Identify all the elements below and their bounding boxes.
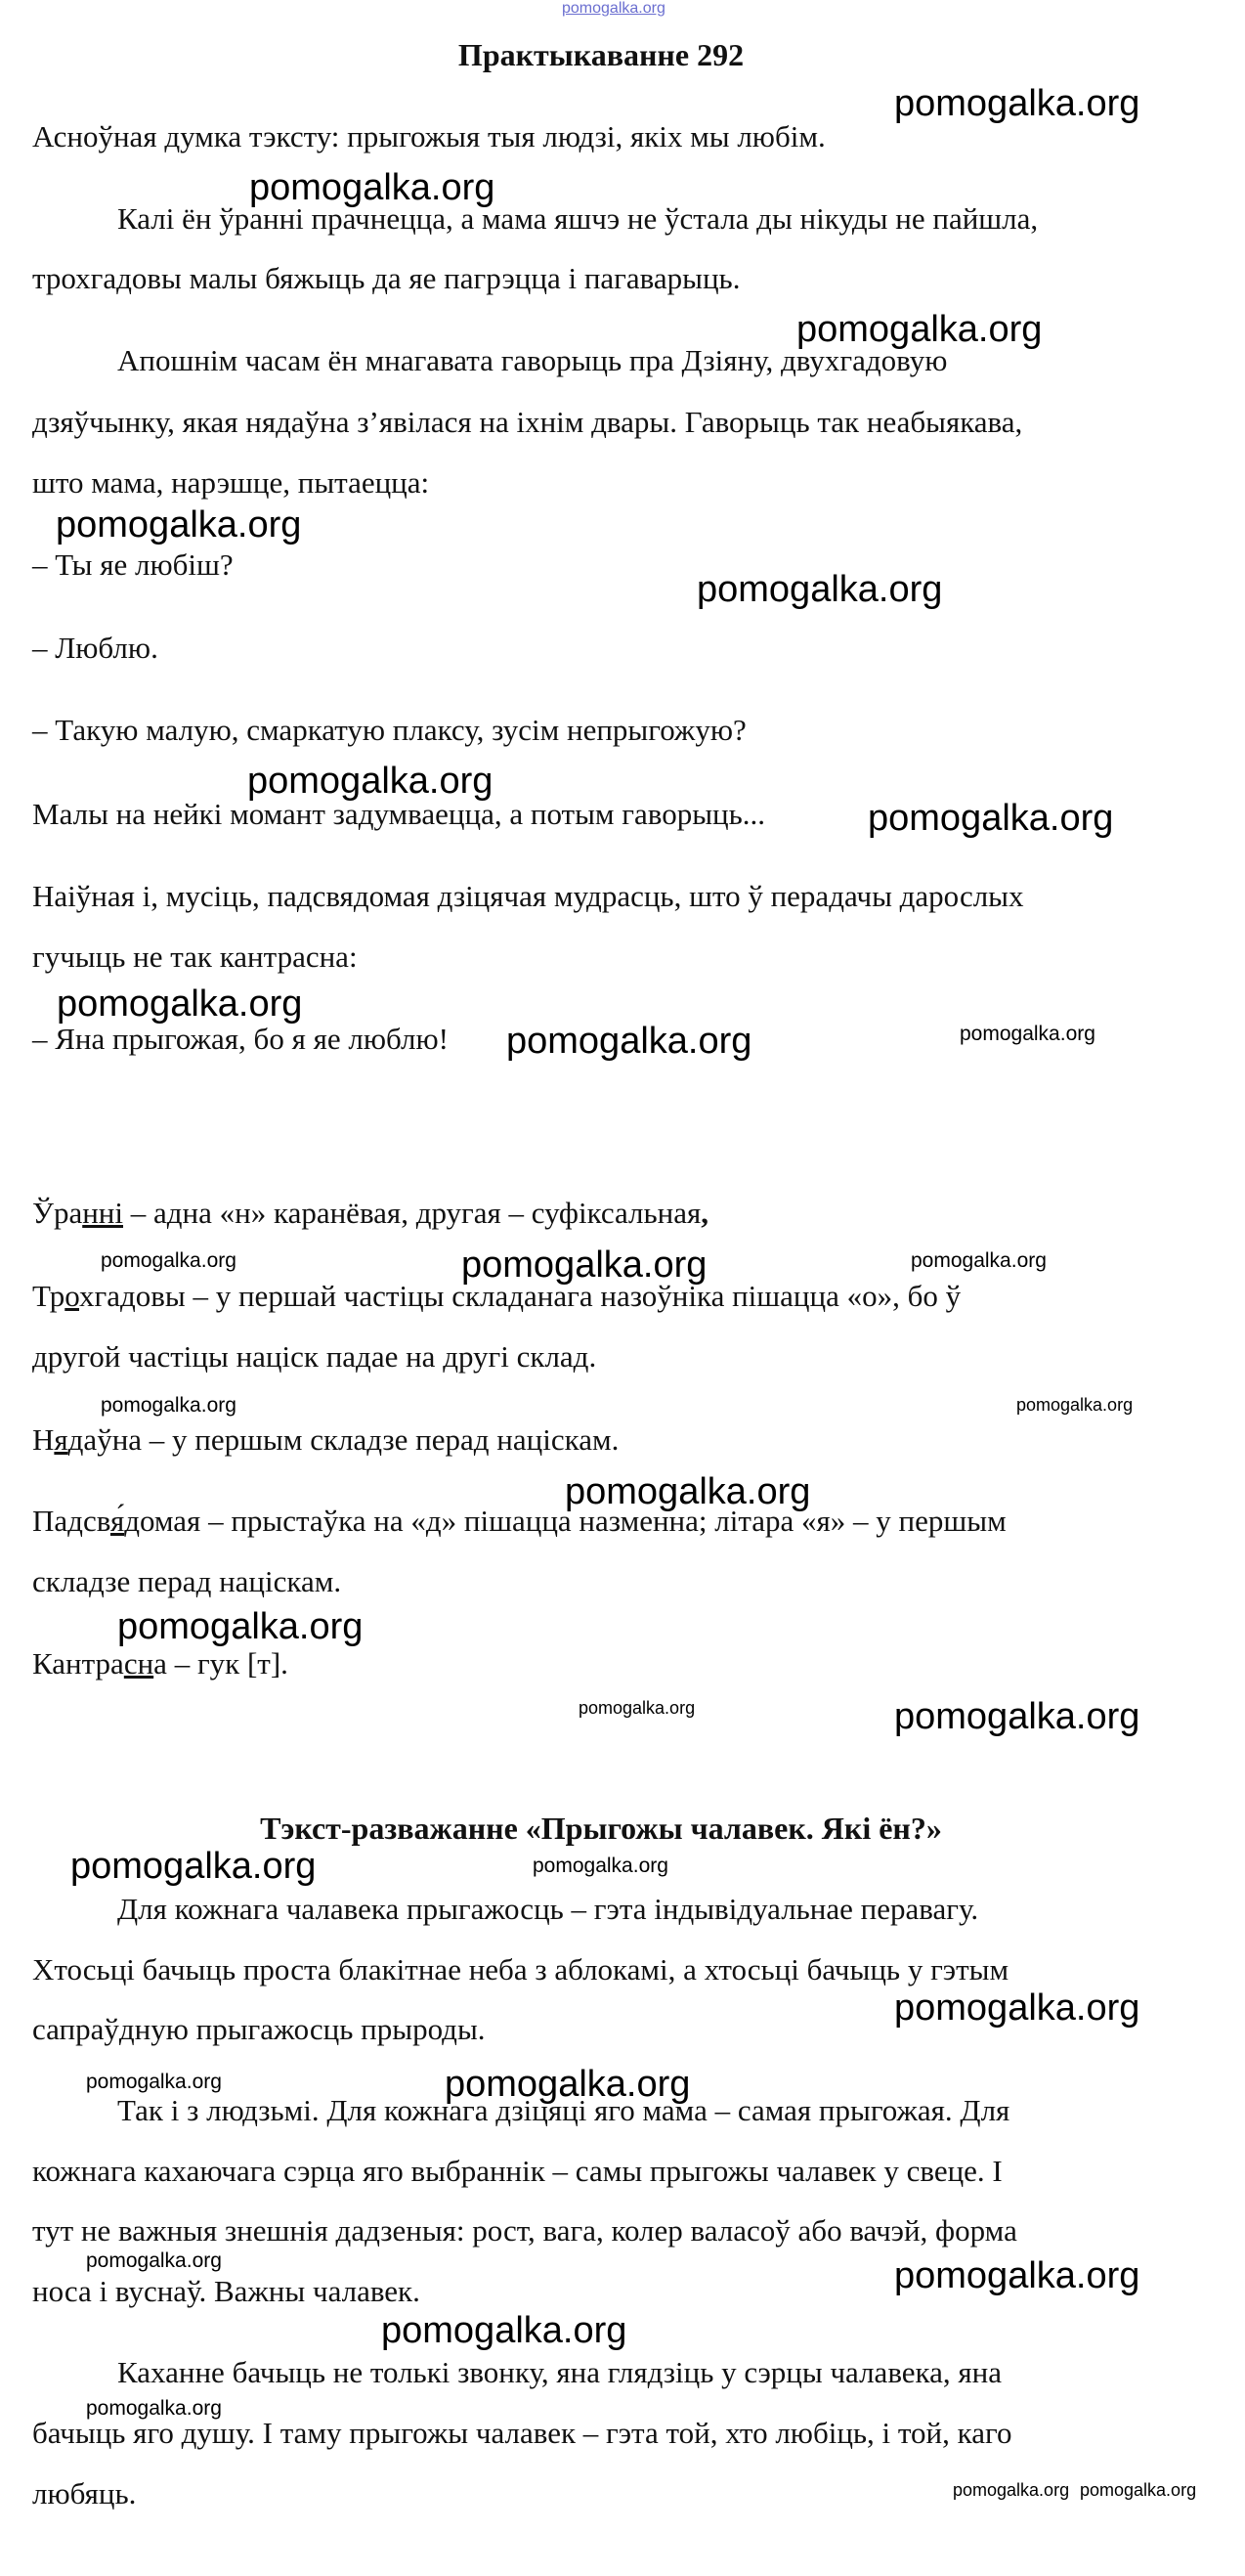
watermark: pomogalka.org xyxy=(249,167,495,208)
main-idea: Асноўная думка тэксту: прыгожыя тыя людзі, якіх мы любім. xyxy=(32,119,826,153)
analysis-line-padsvyadomaya: Падсвя́домая – прыстаўка на «д» пішацца назменна; літара «я» – у першым xyxy=(32,1504,1007,1538)
text-line: што мама, нарэшце, пытаецца: xyxy=(32,465,430,500)
text-line: Так і з людзьмі. Для кожнага дзіцяці яго мама – самая прыгожая. Для xyxy=(117,2093,1010,2127)
watermark: pomogalka.org xyxy=(247,761,494,802)
text-line: Каханне бачыць не толькі звонку, яна глядзіць у сэрцы чалавека, яна xyxy=(117,2355,1002,2389)
text-line: складзе перад націскам. xyxy=(32,1564,342,1598)
watermark: pomogalka.org xyxy=(101,1394,236,1417)
analysis-line-nyadauna: Нядаўна – у першым складзе перад націскам. xyxy=(32,1422,620,1457)
text-line: Апошнім часам ён мнагавата гаворыць пра Дзіяну, двухгадовую xyxy=(117,343,948,377)
watermark-top: pomogalka.org xyxy=(562,0,665,17)
watermark: pomogalka.org xyxy=(70,1846,317,1887)
analysis-line-kantrasna: Кантрасна – гук [т]. xyxy=(32,1646,288,1681)
watermark: pomogalka.org xyxy=(953,2480,1070,2500)
text-line: Калі ён ўранні прачнецца, а мама яшчэ не ўстала ды нікуды не пайшла, xyxy=(117,201,1039,236)
text-line: гучыць не так кантрасна: xyxy=(32,939,358,974)
watermark: pomogalka.org xyxy=(86,2397,222,2420)
watermark: pomogalka.org xyxy=(796,309,1043,350)
text-line: кожнага кахаючага сэрца яго выбраннік – самы прыгожы чалавек у свеце. І xyxy=(32,2154,1003,2188)
text-line: Малы на нейкі момант задумваецца, а потым гаворыць... xyxy=(32,797,765,831)
watermark: pomogalka.org xyxy=(911,1249,1047,1272)
dialogue-line: – Люблю. xyxy=(32,631,158,665)
text-line: бачыць яго душу. І таму прыгожы чалавек – гэта той, хто любіць, і той, каго xyxy=(32,2416,1012,2450)
watermark: pomogalka.org xyxy=(565,1471,811,1512)
watermark: pomogalka.org xyxy=(381,2310,627,2351)
watermark: pomogalka.org xyxy=(533,1855,668,1877)
watermark: pomogalka.org xyxy=(1016,1395,1134,1415)
text-line: любяць. xyxy=(32,2476,137,2511)
text-line: дзяўчынку, якая нядаўна з’явілася на іхнім двары. Гаворыць так неабыякава, xyxy=(32,405,1023,439)
watermark: pomogalka.org xyxy=(894,1696,1140,1737)
text-line: Хтосьці бачыць проста блакітнае неба з аблокамі, а хтосьці бачыць у гэтым xyxy=(32,1952,1009,1987)
watermark: pomogalka.org xyxy=(697,569,943,610)
text-line: другой частіцы націск падае на другі склад. xyxy=(32,1339,597,1374)
watermark: pomogalka.org xyxy=(894,1987,1140,2029)
watermark: pomogalka.org xyxy=(506,1021,752,1062)
watermark: pomogalka.org xyxy=(101,1249,236,1272)
analysis-line-urann: Ўранні – адна «н» каранёвая, другая – суфіксальная, xyxy=(32,1196,708,1230)
dialogue-line: – Ты яе любіш? xyxy=(32,547,234,582)
watermark: pomogalka.org xyxy=(868,798,1114,839)
watermark: pomogalka.org xyxy=(960,1023,1095,1045)
watermark: pomogalka.org xyxy=(1080,2480,1197,2500)
text-line: трохгадовы малы бяжыць да яе пагрэцца і пагаварыць. xyxy=(32,261,741,295)
watermark: pomogalka.org xyxy=(445,2064,691,2105)
watermark: pomogalka.org xyxy=(894,83,1140,124)
watermark: pomogalka.org xyxy=(86,2249,222,2272)
text-line: сапраўдную прыгажосць прыроды. xyxy=(32,2012,486,2046)
text-line: носа і вуснаў. Важны чалавек. xyxy=(32,2274,420,2308)
text-line: тут не важныя знешнія дадзеныя: рост, вага, колер валасоў або вачэй, форма xyxy=(32,2213,1017,2248)
watermark: pomogalka.org xyxy=(57,983,303,1025)
text-line: Наіўная і, мусіць, падсвядомая дзіцячая мудрасць, што ў перадачы дарослых xyxy=(32,879,1024,913)
text-line: Для кожнага чалавека прыгажосць – гэта індывідуальнае перавагу. xyxy=(117,1892,979,1926)
dialogue-line: – Такую малую, смаркатую плаксу, зусім непрыгожую? xyxy=(32,713,747,747)
essay-title: Тэкст-разважанне «Прыгожы чалавек. Які ён?» xyxy=(260,1811,942,1846)
watermark: pomogalka.org xyxy=(117,1606,364,1647)
watermark: pomogalka.org xyxy=(86,2071,222,2093)
watermark: pomogalka.org xyxy=(894,2255,1140,2296)
analysis-line-trohgadovy: Трохгадовы – у першай частіцы складанага назоўніка пішацца «о», бо ў xyxy=(32,1279,962,1313)
watermark: pomogalka.org xyxy=(579,1698,696,1718)
watermark: pomogalka.org xyxy=(56,504,302,546)
dialogue-line: – Яна прыгожая, бо я яе люблю! xyxy=(32,1022,449,1056)
watermark: pomogalka.org xyxy=(461,1244,708,1286)
exercise-title: Практыкаванне 292 xyxy=(457,37,745,72)
